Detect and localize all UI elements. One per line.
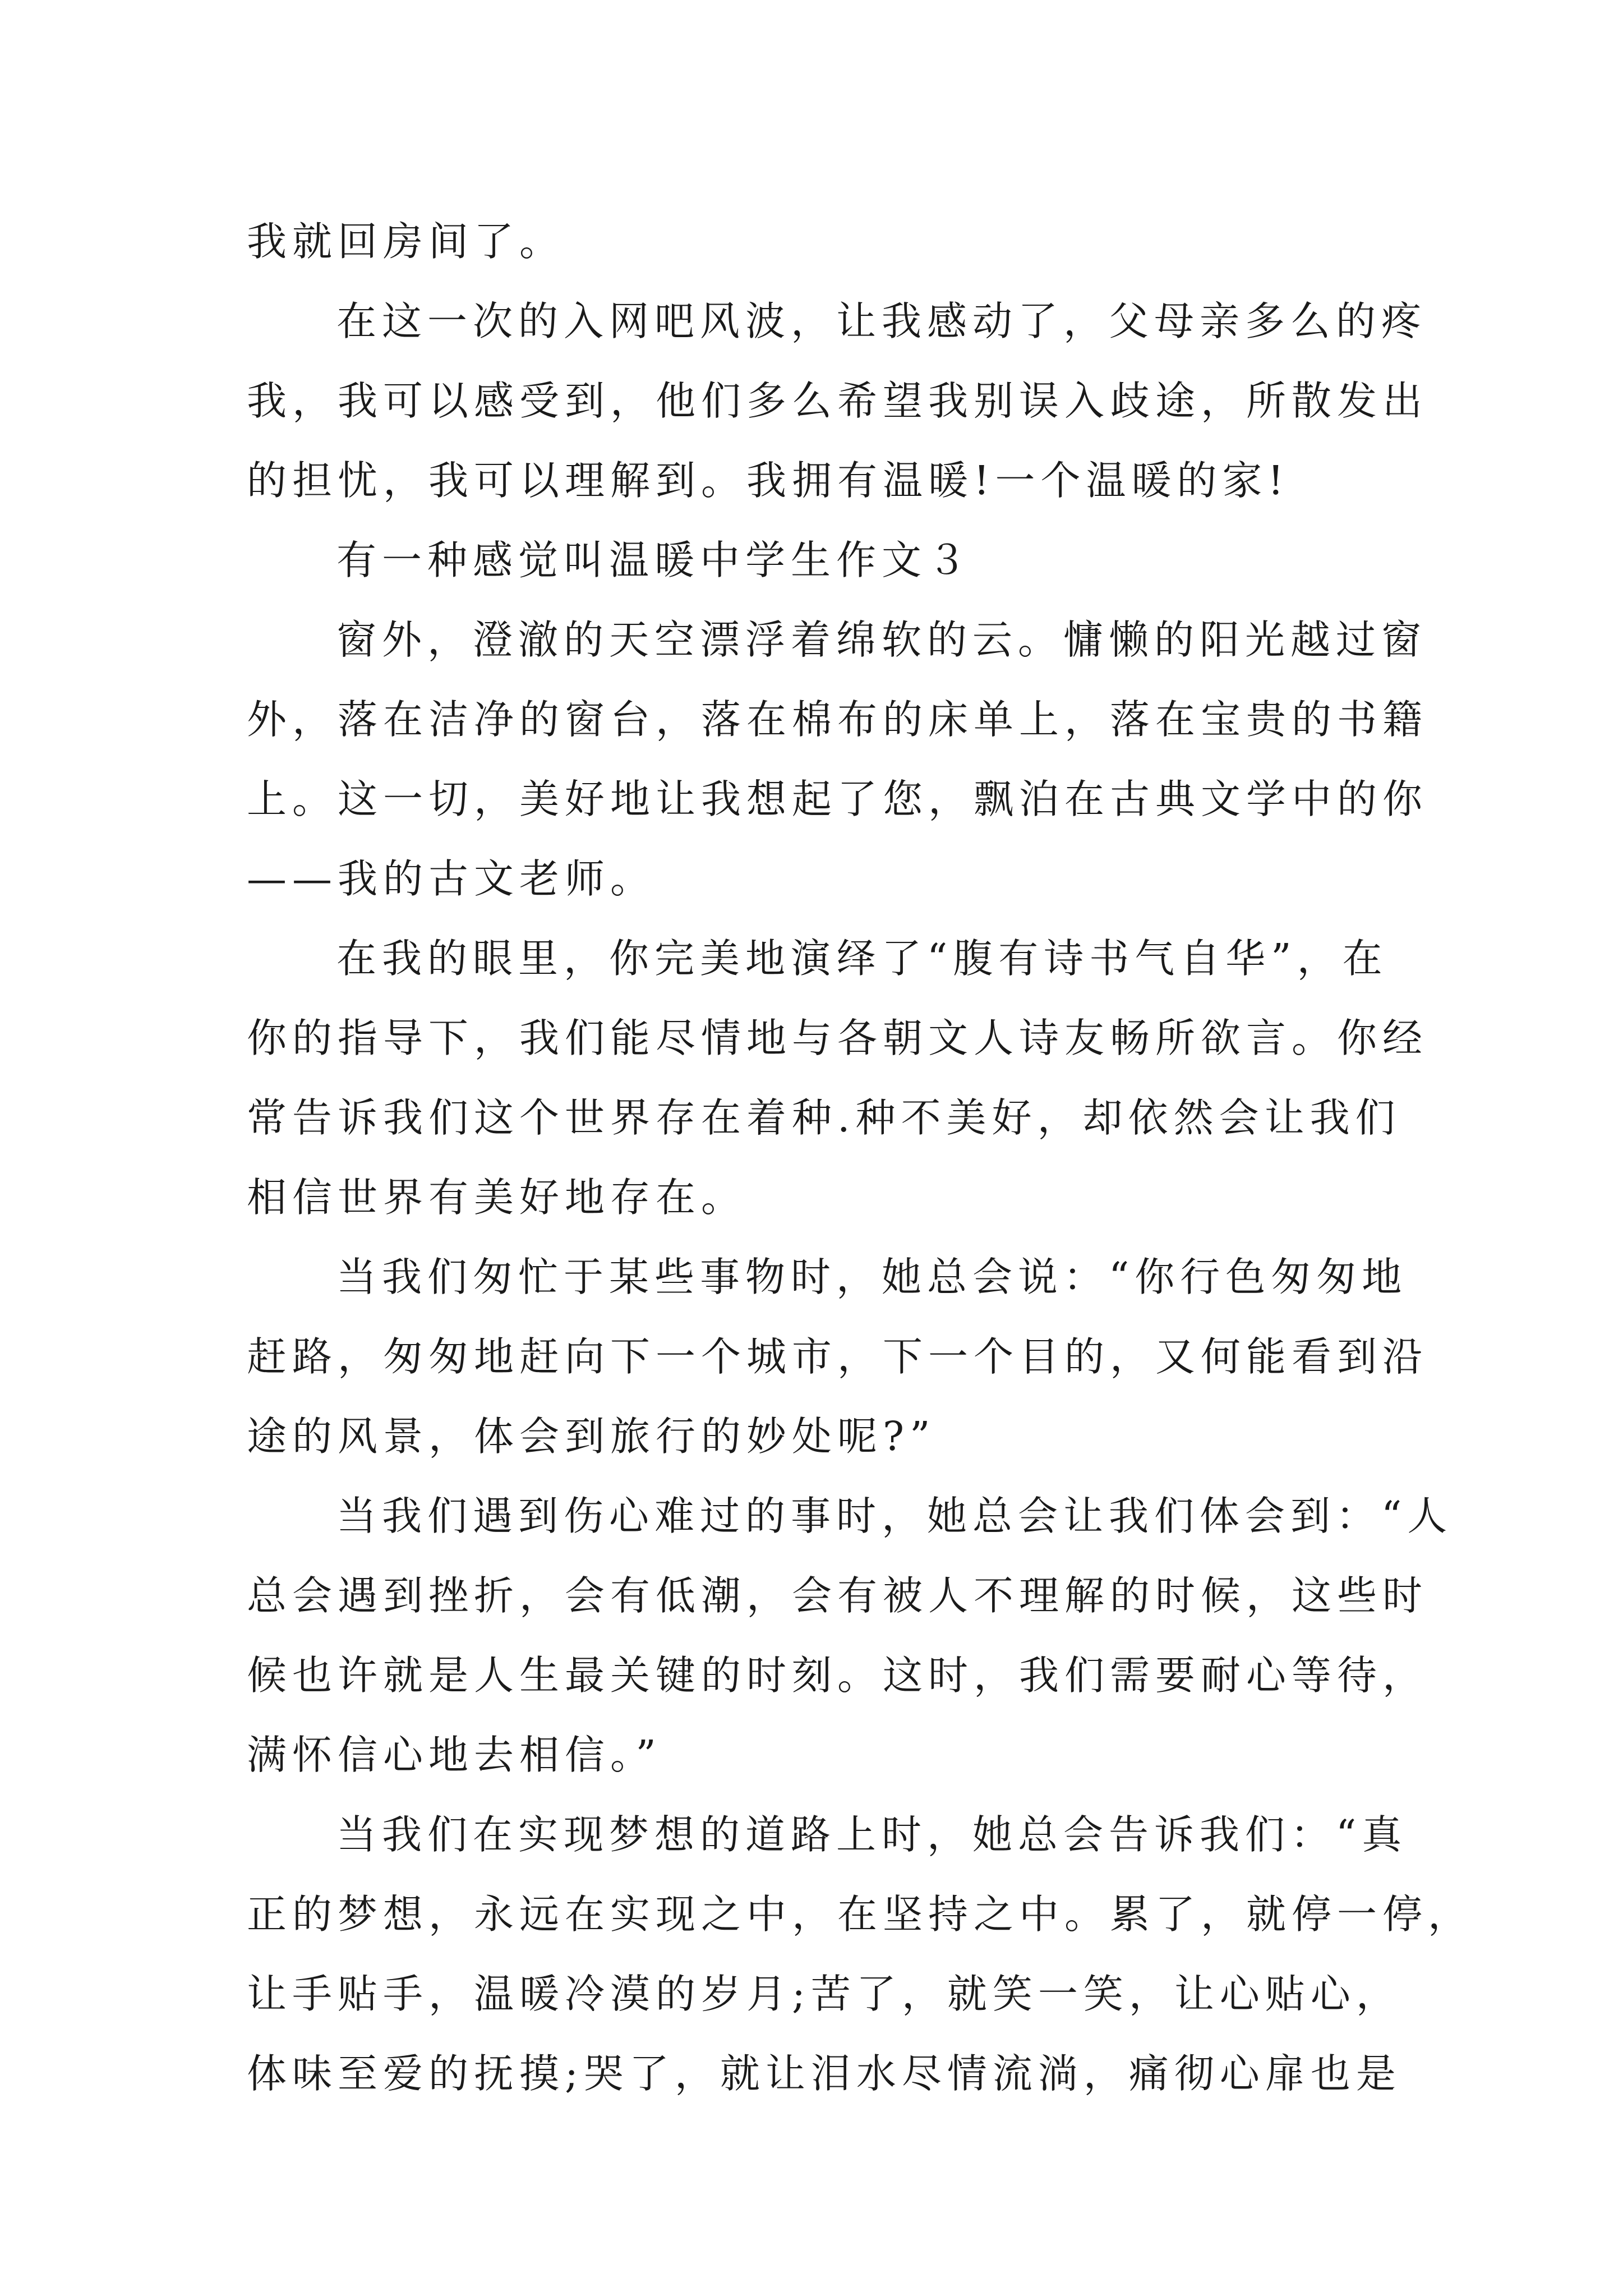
text-line: 赶路，匆匆地赶向下一个城市，下一个目的，又何能看到沿	[247, 1333, 1428, 1380]
text-line: 当我们在实现梦想的道路上时，她总会告诉我们：“真	[336, 1811, 1408, 1858]
text-line: 途的风景，体会到旅行的妙处呢?”	[247, 1413, 936, 1460]
text-line: 候也许就是人生最关键的时刻。这时，我们需要耐心等待，	[247, 1652, 1428, 1699]
text-line: 外，落在洁净的窗台，落在棉布的床单上，落在宝贵的书籍	[247, 696, 1428, 743]
text-line: 窗外，澄澈的天空漂浮着绵软的云。慵懒的阳光越过窗	[336, 616, 1427, 663]
text-line: 的担忧，我可以理解到。我拥有温暖!一个温暖的家!	[247, 457, 1290, 504]
text-line: 总会遇到挫折，会有低潮，会有被人不理解的时候，这些时	[247, 1572, 1428, 1619]
text-line: 相信世界有美好地存在。	[247, 1174, 747, 1221]
text-line: 你的指导下，我们能尽情地与各朝文人诗友畅所欲言。你经	[247, 1015, 1428, 1061]
text-line: 让手贴手，温暖冷漠的岁月;苦了，就笑一笑，让心贴心，	[247, 1971, 1401, 2017]
text-line: 我，我可以感受到，他们多么希望我别误入歧途，所散发出	[247, 378, 1428, 424]
section-heading: 有一种感觉叫温暖中学生作文３	[336, 537, 973, 583]
text-line: 在我的眼里，你完美地演绎了“腹有诗书气自华”，在	[336, 935, 1388, 982]
text-line: ——我的古文老师。	[247, 855, 656, 902]
text-line: 我就回房间了。	[247, 218, 565, 265]
text-line: 当我们匆忙于某些事物时，她总会说：“你行色匆匆地	[336, 1254, 1408, 1300]
text-line: 常告诉我们这个世界存在着种.种不美好，却依然会让我们	[247, 1094, 1401, 1141]
text-line: 当我们遇到伤心难过的事时，她总会让我们体会到：“人	[336, 1493, 1453, 1539]
text-line: 满怀信心地去相信。”	[247, 1732, 662, 1778]
text-line: 在这一次的入网吧风波，让我感动了，父母亲多么的疼	[336, 298, 1427, 344]
text-line: 正的梦想，永远在实现之中，在坚持之中。累了，就停一停，	[247, 1891, 1474, 1938]
text-line: 体味至爱的抚摸;哭了，就让泪水尽情流淌，痛彻心扉也是	[247, 2050, 1401, 2097]
text-line: 上。这一切，美好地让我想起了您，飘泊在古典文学中的你	[247, 776, 1428, 822]
document-body	[247, 202, 1474, 2114]
